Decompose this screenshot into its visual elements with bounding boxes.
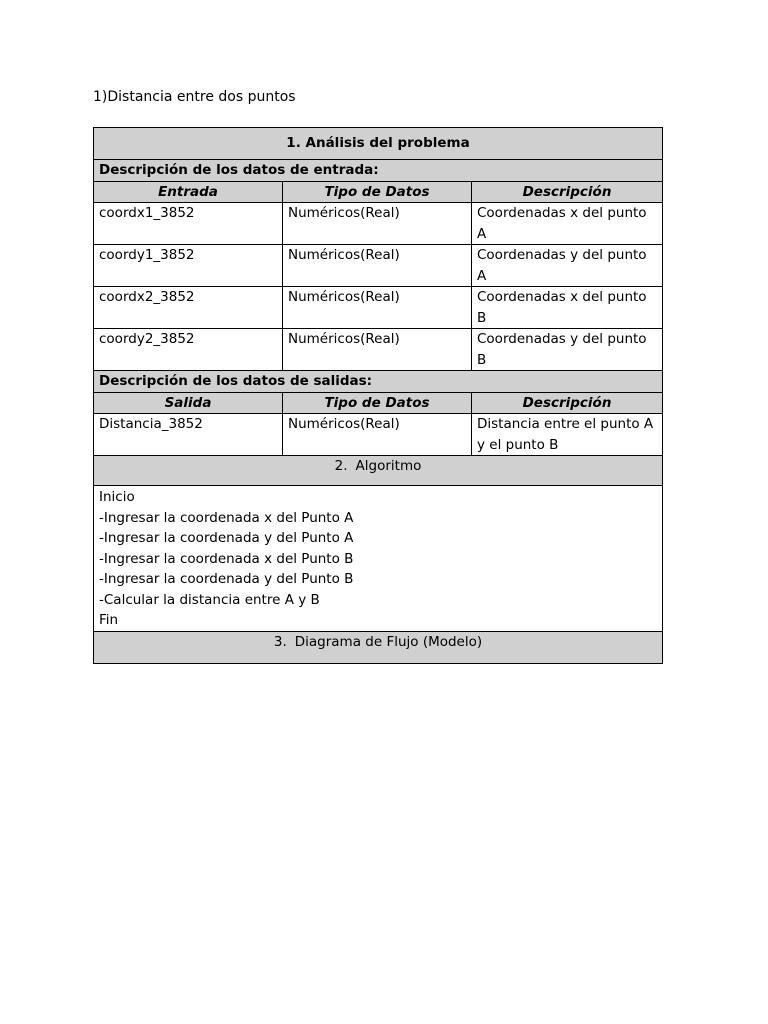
inputs-section-title: Descripción de los datos de entrada: bbox=[94, 160, 663, 182]
algorithm-title bbox=[94, 456, 663, 486]
flowchart-number: 3. bbox=[273, 633, 287, 650]
analysis-title-row bbox=[94, 128, 663, 160]
algorithm-step: Inicio bbox=[99, 489, 135, 505]
column-header: Tipo de Datos bbox=[283, 181, 472, 203]
input-type-cell: Numéricos(Real) bbox=[283, 245, 472, 287]
algorithm-body-row bbox=[94, 486, 663, 632]
flowchart-title bbox=[94, 631, 663, 663]
input-description-cell: Coordenadas y del punto B bbox=[472, 329, 663, 371]
column-header: Entrada bbox=[94, 181, 283, 203]
input-type-cell: Numéricos(Real) bbox=[283, 203, 472, 245]
table-row bbox=[94, 414, 663, 456]
algorithm-step: -Calcular la distancia entre A y B bbox=[99, 591, 320, 608]
column-header: Descripción bbox=[472, 181, 663, 203]
column-header: Salida bbox=[94, 392, 283, 414]
outputs-section-title: Descripción de los datos de salidas: bbox=[94, 371, 663, 393]
algorithm-steps bbox=[94, 486, 663, 632]
table-row bbox=[94, 245, 663, 287]
algorithm-step: -Ingresar la coordenada x del Punto A bbox=[99, 509, 354, 526]
document-title: 1)Distancia entre dos puntos bbox=[93, 89, 296, 105]
input-name-cell: coordx1_3852 bbox=[94, 203, 283, 245]
algorithm-step: -Ingresar la coordenada x del Punto B bbox=[99, 550, 354, 567]
algorithm-title-row bbox=[94, 456, 663, 486]
algorithm-step: -Ingresar la coordenada y del Punto B bbox=[99, 571, 354, 587]
inputs-section-row bbox=[94, 160, 663, 182]
algorithm-step: -Ingresar la coordenada y del Punto A bbox=[99, 530, 354, 546]
analysis-title: 1. Análisis del problema bbox=[94, 128, 663, 160]
input-description-cell: Coordenadas x del punto B bbox=[472, 287, 663, 329]
analysis-table bbox=[93, 127, 663, 664]
flowchart-title-text: Diagrama de Flujo (Modelo) bbox=[294, 633, 483, 650]
algorithm-number: 2. bbox=[334, 458, 348, 474]
table-row bbox=[94, 287, 663, 329]
input-name-cell: coordy2_3852 bbox=[94, 329, 283, 371]
input-header-row bbox=[94, 181, 663, 203]
output-name-cell: Distancia_3852 bbox=[94, 414, 283, 456]
table-row bbox=[94, 329, 663, 371]
outputs-section-row bbox=[94, 371, 663, 393]
algorithm-step: Fin bbox=[99, 612, 119, 628]
input-type-cell: Numéricos(Real) bbox=[283, 287, 472, 329]
table-row bbox=[94, 203, 663, 245]
input-type-cell: Numéricos(Real) bbox=[283, 329, 472, 371]
output-header-row bbox=[94, 392, 663, 414]
input-description-cell: Coordenadas y del punto A bbox=[472, 245, 663, 287]
column-header: Descripción bbox=[472, 392, 663, 414]
algorithm-title-text: Algoritmo bbox=[355, 458, 422, 474]
input-name-cell: coordx2_3852 bbox=[94, 287, 283, 329]
flowchart-title-row bbox=[94, 631, 663, 663]
input-description-cell: Coordenadas x del punto A bbox=[472, 203, 663, 245]
column-header: Tipo de Datos bbox=[283, 392, 472, 414]
output-description-cell: Distancia entre el punto A y el punto B bbox=[472, 414, 663, 456]
input-name-cell: coordy1_3852 bbox=[94, 245, 283, 287]
output-type-cell: Numéricos(Real) bbox=[283, 414, 472, 456]
